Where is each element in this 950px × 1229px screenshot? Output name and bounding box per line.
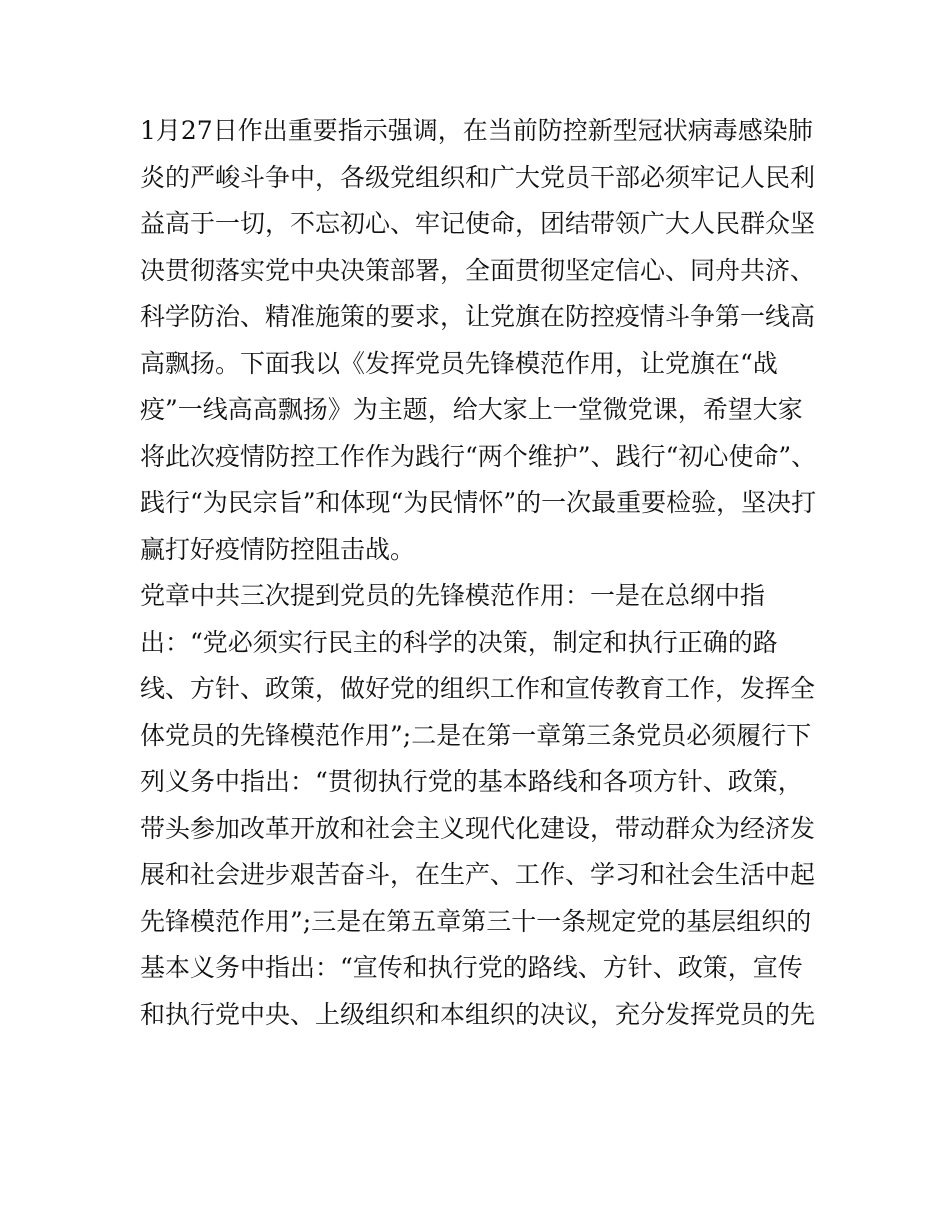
text-line: 先锋模范作用”;三是在第五章第三十一条规定党的基层组织的	[140, 906, 812, 936]
document-body	[140, 108, 830, 1038]
text-line: 高飘扬。下面我以《发挥党员先锋模范作用，让党旗在“战	[140, 348, 778, 378]
text-line: 和执行党中央、上级组织和本组织的决议，充分发挥党员的先	[140, 999, 816, 1029]
text-line: 党章中共三次提到党员的先锋模范作用：一是在总纲中指	[140, 581, 766, 610]
text-line: 践行“为民宗旨”和体现“为民情怀”的一次最重要检验，坚决打	[140, 488, 817, 517]
text-line: 1月27日作出重要指示强调，在当前防控新型冠状病毒感染肺	[140, 116, 813, 145]
text-line: 线、方针、政策，做好党的组织工作和宣传教育工作，发挥全	[140, 674, 816, 703]
text-line: 赢打好疫情防控阻击战。	[140, 534, 416, 564]
text-line: 出：“党必须实行民主的科学的决策，制定和执行正确的路	[140, 627, 778, 657]
text-line: 基本义务中指出：“宣传和执行党的路线、方针、政策，宣传	[140, 953, 803, 982]
text-line: 炎的严峻斗争中，各级党组织和广大党员干部必须牢记人民利	[140, 162, 816, 192]
text-line: 决贯彻落实党中央决策部署，全面贯彻坚定信心、同舟共济、	[140, 255, 816, 285]
text-line: 疫”一线高高飘扬》为主题，给大家上一堂微党课，希望大家	[140, 395, 803, 424]
text-line: 益高于一切，不忘初心、牢记使命，团结带领广大人民群众坚	[140, 209, 816, 238]
text-line: 体党员的先锋模范作用”;二是在第一章第三条党员必须履行下	[140, 720, 812, 750]
text-line: 科学防治、精准施策的要求，让党旗在防控疫情斗争第一线高	[140, 302, 816, 331]
text-line: 将此次疫情防控工作作为践行“两个维护”、践行“初心使命”、	[140, 441, 817, 471]
text-line: 列义务中指出：“贯彻执行党的基本路线和各项方针、政策，	[140, 767, 803, 796]
text-line: 展和社会进步艰苦奋斗，在生产、工作、学习和社会生活中起	[140, 860, 816, 889]
text-line: 带头参加改革开放和社会主义现代化建设，带动群众为经济发	[140, 813, 816, 843]
